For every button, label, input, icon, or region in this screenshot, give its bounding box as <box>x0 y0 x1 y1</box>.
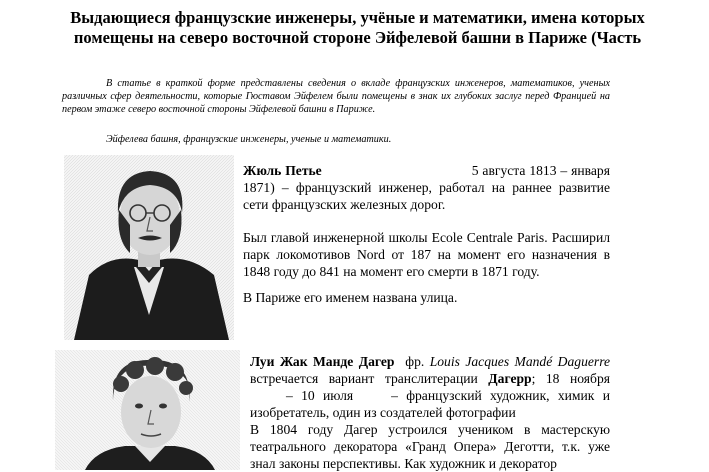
entry2-fr-name: Louis Jacques Mandé Daguerre <box>429 354 611 369</box>
entry2-paragraph2: В 1804 году Дагер устроился учеником в мастерскую театрального декоратора «Гранд Опера» Деготти, т.к. уже знал законы перспективы. Как художник и декоратор <box>250 422 610 471</box>
entry2-paragraph1 <box>250 353 610 421</box>
entry1-paragraph3: В Париже его именем названа улица. <box>243 290 458 305</box>
entry2-name: Луи Жак Манде Дагер <box>250 354 395 369</box>
entry1-date-start: 5 августа 1813 – <box>471 163 568 178</box>
page-title: Выдающиеся французские инженеры, учёные и математики, имена которых помещены на северо восточной стороне Эйфелевой башни в Париже (Часть <box>70 8 645 47</box>
entry2-translit: встречается вариант транслитерации <box>250 371 478 386</box>
entry2-desc: – французский художник, химик и изобретатель, один из создателей фотографии <box>250 388 610 420</box>
entry2-fr-prefix: фр. <box>405 354 425 369</box>
entry2-death: – 10 июля <box>286 388 354 403</box>
abstract: В статье в краткой форме представлены сведения о вкладе французских инженеров, математиков, ученых различных сфер деятельности, которые Гюставом Эйфелем были помещены в знак их глубоких заслуг перед Францией на первом этаже северо восточной стороны Эйфелевой башни в Париже. <box>62 78 610 115</box>
portrait-jules-petiet <box>64 155 234 340</box>
keywords: Эйфелева башня, французские инженеры, ученые и математики. <box>106 134 392 145</box>
portrait-louis-daguerre <box>55 350 240 470</box>
entry2-birth: ; 18 ноября <box>531 371 610 386</box>
entry2-alt-name: Дагерр <box>488 371 532 386</box>
entry1-line2: января 1871) – французский инженер, работал на раннее развитие сети французских железных дорог. <box>243 163 610 212</box>
entry1-paragraph1 <box>243 162 610 213</box>
entry1-paragraph2: Был главой инженерной школы Ecole Centrale Paris. Расширил парк локомотивов Nord от 187 на момент его назначения в 1848 году до 841 на момент его смерти в 1871 году. <box>243 230 610 279</box>
entry1-name: Жюль Петье <box>243 163 322 178</box>
